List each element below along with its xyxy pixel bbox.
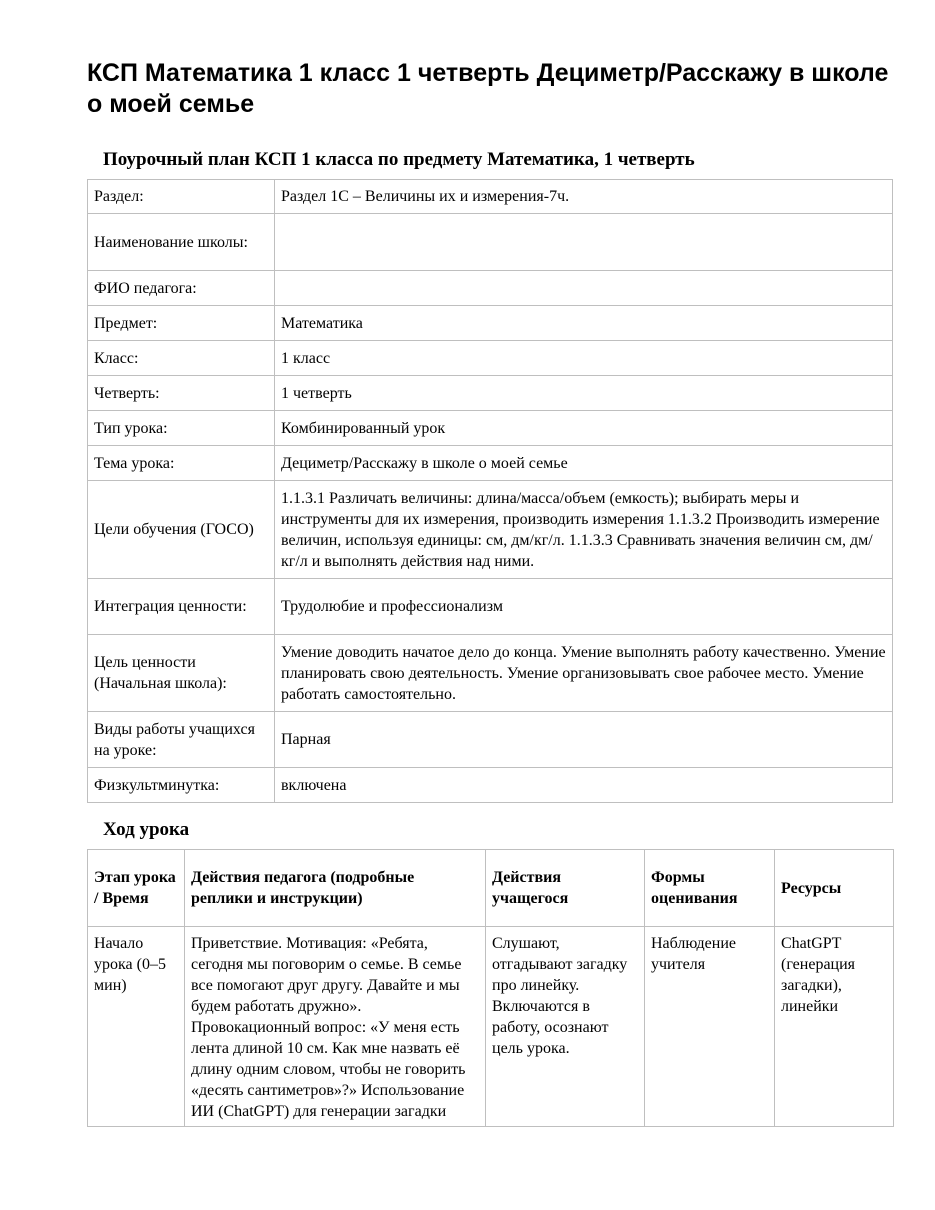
info-label: Цель ценности (Начальная школа): [88, 635, 275, 712]
table-header-row [88, 850, 894, 927]
info-value: 1 четверть [275, 376, 893, 411]
info-label: Цели обучения (ГОСО) [88, 481, 275, 579]
info-value: Комбинированный урок [275, 411, 893, 446]
page-title: КСП Математика 1 класс 1 четверть Дециметр/Расскажу в школе о моей семье [87, 59, 889, 118]
header-resources: Ресурсы [775, 850, 894, 927]
lesson-flow-table [87, 849, 894, 1127]
table-row [88, 376, 893, 411]
plan-subtitle: Поурочный план КСП 1 класса по предмету Математика, 1 четверть [103, 149, 695, 170]
info-label: Предмет: [88, 306, 275, 341]
table-row [88, 927, 894, 1127]
table-row [88, 635, 893, 712]
cell-teacher-actions: Приветствие. Мотивация: «Ребята, сегодня мы поговорим о семье. В семье все помогают друг другу. Давайте и мы будем работать дружно». Провокационный вопрос: «У меня есть лента длиной 10 см. Как мне назвать её длину одним словом, чтобы не говорить «десять сантиметров»?» Использование ИИ (ChatGPT) для генерации загадки [185, 927, 486, 1127]
cell-assessment: Наблюдение учителя [645, 927, 775, 1127]
table-row [88, 411, 893, 446]
table-row [88, 180, 893, 214]
info-value: Математика [275, 306, 893, 341]
lesson-info-table [87, 179, 893, 803]
info-label: Тип урока: [88, 411, 275, 446]
info-value: Дециметр/Расскажу в школе о моей семье [275, 446, 893, 481]
lesson-heading: Ход урока [103, 819, 190, 840]
table-row [88, 341, 893, 376]
info-value [275, 214, 893, 271]
info-label: Класс: [88, 341, 275, 376]
table-row [88, 214, 893, 271]
info-label: ФИО педагога: [88, 271, 275, 306]
table-row [88, 271, 893, 306]
info-value: Раздел 1С – Величины их и измерения-7ч. [275, 180, 893, 214]
info-label: Тема урока: [88, 446, 275, 481]
table-row [88, 446, 893, 481]
cell-stage: Начало урока (0–5 мин) [88, 927, 185, 1127]
info-label: Четверть: [88, 376, 275, 411]
header-assessment: Формы оценивания [645, 850, 775, 927]
cell-resources: ChatGPT (генерация загадки), линейки [775, 927, 894, 1127]
info-value: 1.1.3.1 Различать величины: длина/масса/объем (емкость); выбирать меры и инструменты для их измерения, производить измерения 1.1.3.2 Производить измерение величин, используя единицы: см, дм/кг/л. 1.1.3.3 Сравнивать значения величин см, дм/кг/л и выполнять действия над ними. [275, 481, 893, 579]
header-teacher-actions: Действия педагога (подробные реплики и инструкции) [185, 850, 486, 927]
info-value: включена [275, 768, 893, 803]
header-stage: Этап урока / Время [88, 850, 185, 927]
info-label: Физкультминутка: [88, 768, 275, 803]
table-row [88, 712, 893, 768]
info-value: Парная [275, 712, 893, 768]
info-value [275, 271, 893, 306]
table-row [88, 481, 893, 579]
info-label: Интеграция ценности: [88, 579, 275, 635]
table-row [88, 768, 893, 803]
info-label: Виды работы учащихся на уроке: [88, 712, 275, 768]
info-label: Наименование школы: [88, 214, 275, 271]
info-value: Трудолюбие и профессионализм [275, 579, 893, 635]
cell-student-actions: Слушают, отгадывают загадку про линейку. Включаются в работу, осознают цель урока. [486, 927, 645, 1127]
info-value: Умение доводить начатое дело до конца. Умение выполнять работу качественно. Умение планировать свою деятельность. Умение организовывать свое рабочее место. Умение работать самостоятельно. [275, 635, 893, 712]
info-label: Раздел: [88, 180, 275, 214]
table-row [88, 579, 893, 635]
table-row [88, 306, 893, 341]
info-value: 1 класс [275, 341, 893, 376]
header-student-actions: Действия учащегося [486, 850, 645, 927]
